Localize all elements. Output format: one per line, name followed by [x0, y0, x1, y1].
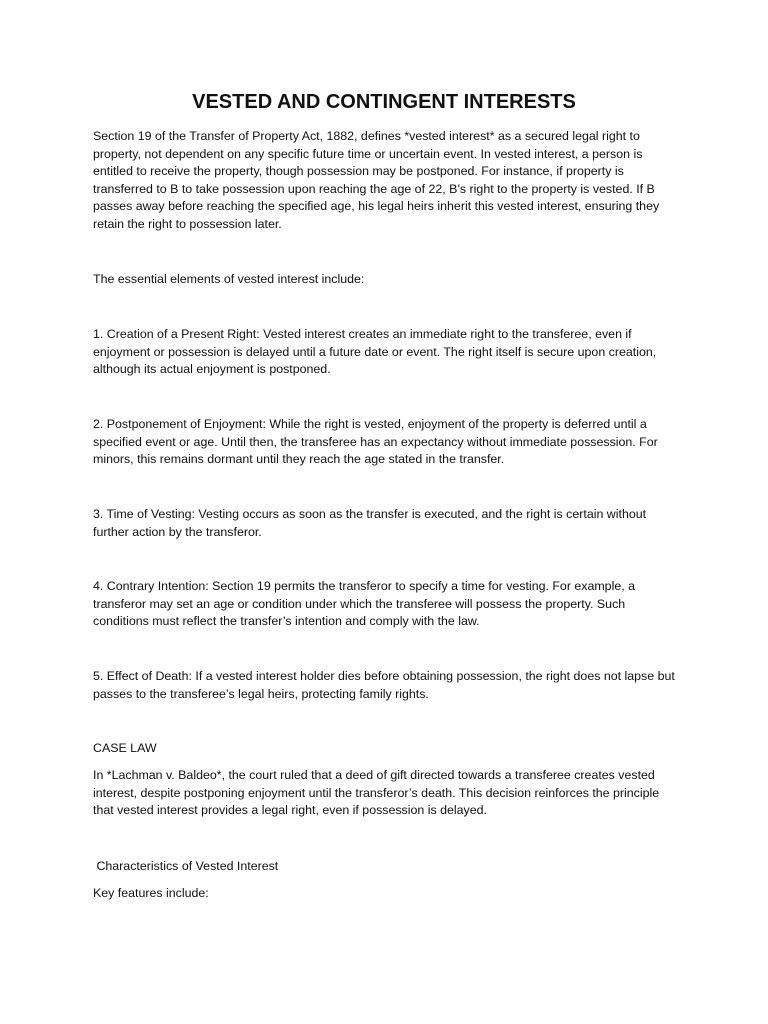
- key-features-line: Key features include:: [93, 886, 209, 900]
- element-item-4: 4. Contrary Intention: Section 19 permits the transferor to specify a time for vesting. For example, a transferor may set an age or condition under which the transferee will possess the property. Such conditions must reflect the transfer’s intention and comply with the law.: [93, 579, 635, 629]
- intro-paragraph: Section 19 of the Transfer of Property Act, 1882, defines *vested interest* as a secured legal right to property, not dependent on any specific future time or uncertain event. In vested interest, a person is entitled to receive the property, though possession may be postponed. For instance, if property is transferred to B to take possession upon reaching the age of 22, B’s right to the property is vested. If B passes away before reaching the specified age, his legal heirs inherit this vested interest, ensuring they retain the right to possession later.: [93, 129, 660, 231]
- element-item-1: 1. Creation of a Present Right: Vested interest creates an immediate right to the transferee, even if enjoyment or possession is delayed until a future date or event. The right itself is secure upon creation, although its actual enjoyment is postponed.: [93, 327, 657, 377]
- element-item-3: 3. Time of Vesting: Vesting occurs as soon as the transfer is executed, and the right is certain without further action by the transferor.: [93, 507, 647, 539]
- element-item-2: 2. Postponement of Enjoyment: While the right is vested, enjoyment of the property is deferred until a specified event or age. Until then, the transferee has an expectancy without immediate possession. For minors, this remains dormant until they reach the age stated in the transfer.: [93, 417, 658, 467]
- case-law-heading: CASE LAW: [93, 741, 157, 755]
- document-title: VESTED AND CONTINGENT INTERESTS: [192, 91, 576, 113]
- characteristics-heading: Characteristics of Vested Interest: [93, 859, 279, 873]
- case-law-paragraph: In *Lachman v. Baldeo*, the court ruled that a deed of gift directed towards a transferee creates vested interest, despite postponing enjoyment until the transferor’s death. This decision reinforces the principle that vested interest provides a legal right, even if possession is delayed.: [93, 768, 660, 818]
- elements-heading: The essential elements of vested interest include:: [93, 272, 365, 286]
- element-item-5: 5. Effect of Death: If a vested interest holder dies before obtaining possession, the right does not lapse but passes to the transferee’s legal heirs, protecting family rights.: [93, 669, 675, 701]
